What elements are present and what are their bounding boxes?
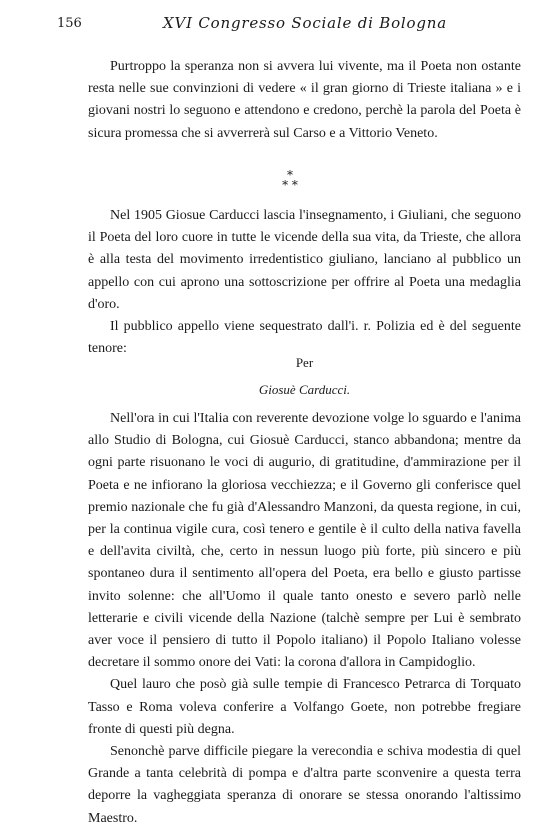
appeal-text bbox=[88, 408, 521, 830]
paragraph: Purtroppo la speranza non si avvera lui vivente, ma il Poeta non ostante resta nelle sue convinzioni di vedere « il gran giorno di Trieste italiana » e i giovani nostri lo seguono e attendono e credono, perchè la parola del Poeta è sicura promessa che si avverrerà sul Carso e a Vittorio Veneto. bbox=[88, 59, 521, 141]
paragraph: Nel 1905 Giosue Carducci lascia l'insegnamento, i Giuliani, che seguono il Poeta del loro cuore in tutte le vicende della sua vita, da Trieste, che allora è alla testa del movimento irredentistico giuliano, lanciano al pubblico un appello con cui aprono una sottoscrizione per offrire al Poeta una medaglia d'oro. bbox=[88, 208, 521, 312]
page-number: 156 bbox=[57, 16, 82, 31]
running-title: XVI Congresso Sociale di Bologna bbox=[163, 14, 447, 32]
section-divider-asterisks bbox=[270, 170, 310, 190]
asterism-bottom: * * bbox=[282, 178, 298, 192]
page-header bbox=[55, 14, 510, 36]
paragraph: Il pubblico appello viene sequestrato dall'i. r. Polizia ed è del seguente tenore: bbox=[88, 319, 521, 357]
asterism-top: * bbox=[287, 168, 293, 182]
paragraph: Senonchè parve difficile piegare la verecondia e schiva modestia di quel Grande a tanta celebrità di pompa e d'altra parte sconvenire a questa terra deporre la vagheggiata speranza di onorare se stessa onorando l'altissimo Maestro. bbox=[88, 744, 521, 826]
paragraph: Nell'ora in cui l'Italia con reverente devozione volge lo sguardo e l'anima allo Studio di Bologna, cui Giosuè Carducci, stanco abbandona; mentre da ogni parte risuonano le voci di augurio, di gratitudine, d'ammirazione per il Poeta e ne infiorano la gloriosa vecchiezza; e il Governo gli conferisce quel premio nazionale che fu già d'Alessandro Manzoni, da questa regione, in cui, per la continua vigile cura, così tenero e gentile è il culto della nativa favella e dell'avita civiltà, che, certo in nessun luogo più forte, più sincero e più spontaneo dura il sentimento all'opera del Poeta, era bello e giusto partisse invito solenne: che all'Uomo il quale tanto onesto e severo parlò nelle letterarie e civili vicende della Nazione (talchè sempre per Lui è sembrato aver voce il pensiero di tutto il Popolo italiano) il Popolo Italiano volesse decretare il sommo onore dei Vati: la corona d'allora in Campidoglio. bbox=[88, 411, 521, 671]
appeal-heading-per: Per bbox=[295, 355, 314, 370]
paragraph-block-2 bbox=[88, 205, 521, 360]
paragraph-block-1 bbox=[88, 56, 521, 145]
paragraph: Quel lauro che posò già sulle tempie di Francesco Petrarca di Torquato Tasso e Roma voleva conferire a Volfango Goete, non potrebbe fregiare fronte di questi più degna. bbox=[88, 677, 521, 737]
appeal-heading-dedicatee: Giosuè Carducci. bbox=[258, 382, 351, 397]
